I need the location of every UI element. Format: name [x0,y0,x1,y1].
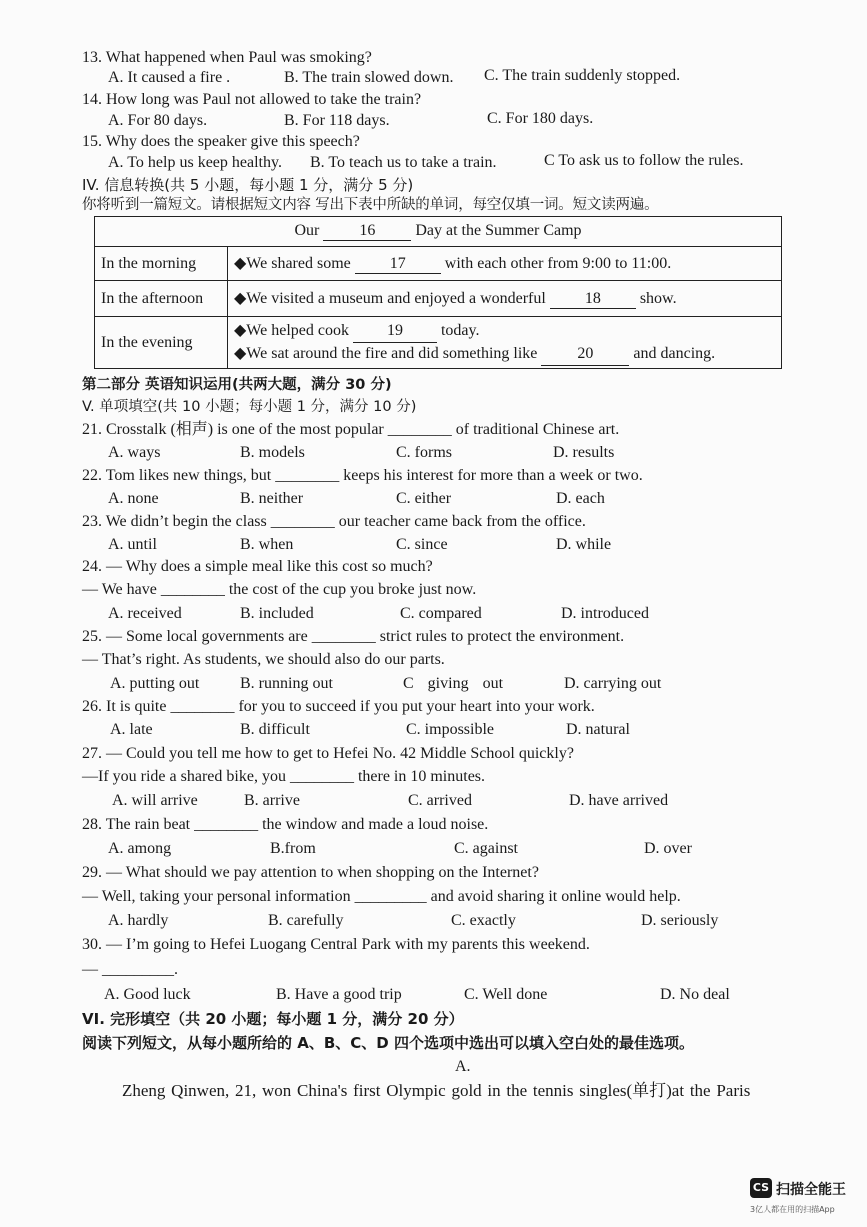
question-29-line2: — Well, taking your personal information _________ and avoid sharing it online would help. [82,888,681,905]
q29-option-a[interactable]: A. hardly [108,912,169,929]
q23-option-b[interactable]: B. when [240,536,294,553]
q13-option-a: A. It caused a fire . [108,69,231,86]
question-29: 29. — What should we pay attention to when shopping on the Internet? [82,864,539,881]
question-25: 25. — Some local governments are ________ strict rules to protect the environment. [82,628,625,645]
q14-option-c: C. For 180 days. [487,110,594,127]
blank-16[interactable]: 16 [323,222,411,241]
question-27: 27. — Could you tell me how to get to Hefei No. 42 Middle School quickly? [82,745,574,762]
q14-option-a: A. For 80 days. [108,112,208,129]
blank-17[interactable]: 17 [355,255,441,274]
row-label-morning: In the morning [95,247,228,281]
q30-option-b[interactable]: B. Have a good trip [276,986,402,1003]
q25-option-c[interactable]: C giving out [403,675,504,692]
passage-label: A. [455,1058,471,1075]
question-14: 14. How long was Paul not allowed to take the train? [82,91,422,108]
q21-option-c[interactable]: C. forms [396,444,452,461]
q28-option-d[interactable]: D. over [644,840,692,857]
row-label-afternoon: In the afternoon [95,281,228,317]
section-4-instruction: 你将听到一篇短文。请根据短文内容 写出下表中所缺的单词，每空仅填一词。短文读两遍。 [82,197,659,213]
part-2-title: 第二部分 英语知识运用(共两大题，满分 30 分) [82,377,392,393]
section-4-title: IV. 信息转换(共 5 小题，每小题 1 分，满分 5 分) [82,176,414,194]
camscanner-name: 扫描全能王 [776,1182,846,1198]
q23-option-d[interactable]: D. while [556,536,612,553]
camscanner-tagline: 3亿人都在用的扫描App [750,1205,835,1214]
question-24: 24. — Why does a simple meal like this cost so much? [82,558,433,575]
q22-option-b[interactable]: B. neither [240,490,304,507]
question-24-line2: — We have ________ the cost of the cup you broke just now. [82,581,477,598]
section-6-title: VI. 完形填空（共 20 小题；每小题 1 分，满分 20 分） [82,1010,464,1028]
q28-option-c[interactable]: C. against [454,840,518,857]
q23-option-c[interactable]: C. since [396,536,448,553]
row-label-evening: In the evening [95,317,228,369]
q23-option-a[interactable]: A. until [108,536,157,553]
table-title: Our 16 Day at the Summer Camp [95,217,782,247]
q26-option-c[interactable]: C. impossible [406,721,495,738]
blank-18[interactable]: 18 [550,290,636,309]
q29-option-b[interactable]: B. carefully [268,912,344,929]
q21-option-d[interactable]: D. results [553,444,615,461]
q29-option-c[interactable]: C. exactly [451,912,516,929]
q27-option-c[interactable]: C. arrived [408,792,472,809]
q26-option-b[interactable]: B. difficult [240,721,310,738]
row-content-evening: ◆We helped cook 19 today. ◆We sat around the fire and did something like 20 and dancing. [228,317,782,369]
q21-option-a[interactable]: A. ways [108,444,161,461]
q30-option-a[interactable]: A. Good luck [104,986,191,1003]
q26-option-d[interactable]: D. natural [566,721,630,738]
q27-option-a[interactable]: A. will arrive [112,792,198,809]
q13-option-c: C. The train suddenly stopped. [484,67,681,84]
camscanner-logo: CS [750,1178,772,1198]
blank-19[interactable]: 19 [353,320,437,343]
q26-option-a[interactable]: A. late [110,721,153,738]
q21-option-b[interactable]: B. models [240,444,305,461]
q24-option-d[interactable]: D. introduced [561,605,649,622]
question-26: 26. It is quite ________ for you to succeed if you put your heart into your work. [82,698,595,715]
section-5-title: V. 单项填空(共 10 小题；每小题 1 分，满分 10 分) [82,399,417,415]
q25-option-b[interactable]: B. running out [240,675,333,692]
row-content-morning: ◆We shared some 17 with each other from 9:00 to 11:00. [228,247,782,281]
blank-20[interactable]: 20 [541,343,629,366]
q22-option-c[interactable]: C. either [396,490,452,507]
q28-option-a[interactable]: A. among [108,840,172,857]
question-30: 30. — I’m going to Hefei Luogang Central Park with my parents this weekend. [82,936,590,953]
q30-option-d[interactable]: D. No deal [660,986,730,1003]
question-21: 21. Crosstalk (相声) is one of the most popular ________ of traditional Chinese art. [82,421,620,438]
question-27-line2: —If you ride a shared bike, you ________ there in 10 minutes. [82,768,486,785]
question-28: 28. The rain beat ________ the window and made a loud noise. [82,816,489,833]
q15-option-a: A. To help us keep healthy. [108,154,282,171]
row-content-afternoon: ◆We visited a museum and enjoyed a wonderful 18 show. [228,281,782,317]
question-13: 13. What happened when Paul was smoking? [82,49,372,66]
q15-option-b: B. To teach us to take a train. [310,154,497,171]
q27-option-d[interactable]: D. have arrived [569,792,669,809]
q24-option-b[interactable]: B. included [240,605,314,622]
q15-option-c: C To ask us to follow the rules. [544,152,744,169]
question-15: 15. Why does the speaker give this speech? [82,133,360,150]
question-23: 23. We didn’t begin the class ________ our teacher came back from the office. [82,513,586,530]
question-25-line2: — That’s right. As students, we should also do our parts. [82,651,445,668]
q13-option-b: B. The train slowed down. [284,69,454,86]
q25-option-d[interactable]: D. carrying out [564,675,662,692]
section-6-instruction: 阅读下列短文，从每小题所给的 A、B、C、D 四个选项中选出可以填入空白处的最佳选项。 [82,1034,694,1052]
question-22: 22. Tom likes new things, but ________ keeps his interest for more than a week or two. [82,467,643,484]
q29-option-d[interactable]: D. seriously [641,912,719,929]
q24-option-c[interactable]: C. compared [400,605,482,622]
q14-option-b: B. For 118 days. [284,112,390,129]
q22-option-d[interactable]: D. each [556,490,605,507]
q28-option-b[interactable]: B.from [270,840,316,857]
passage-first-line: Zheng Qinwen, 21, won China's first Olympic gold in the tennis singles(单打)at the Paris [122,1081,751,1100]
question-30-line2: — _________. [82,961,178,978]
q22-option-a[interactable]: A. none [108,490,159,507]
q25-option-a[interactable]: A. putting out [110,675,200,692]
q30-option-c[interactable]: C. Well done [464,986,548,1003]
q27-option-b[interactable]: B. arrive [244,792,300,809]
q24-option-a[interactable]: A. received [108,605,182,622]
info-table [94,216,782,369]
